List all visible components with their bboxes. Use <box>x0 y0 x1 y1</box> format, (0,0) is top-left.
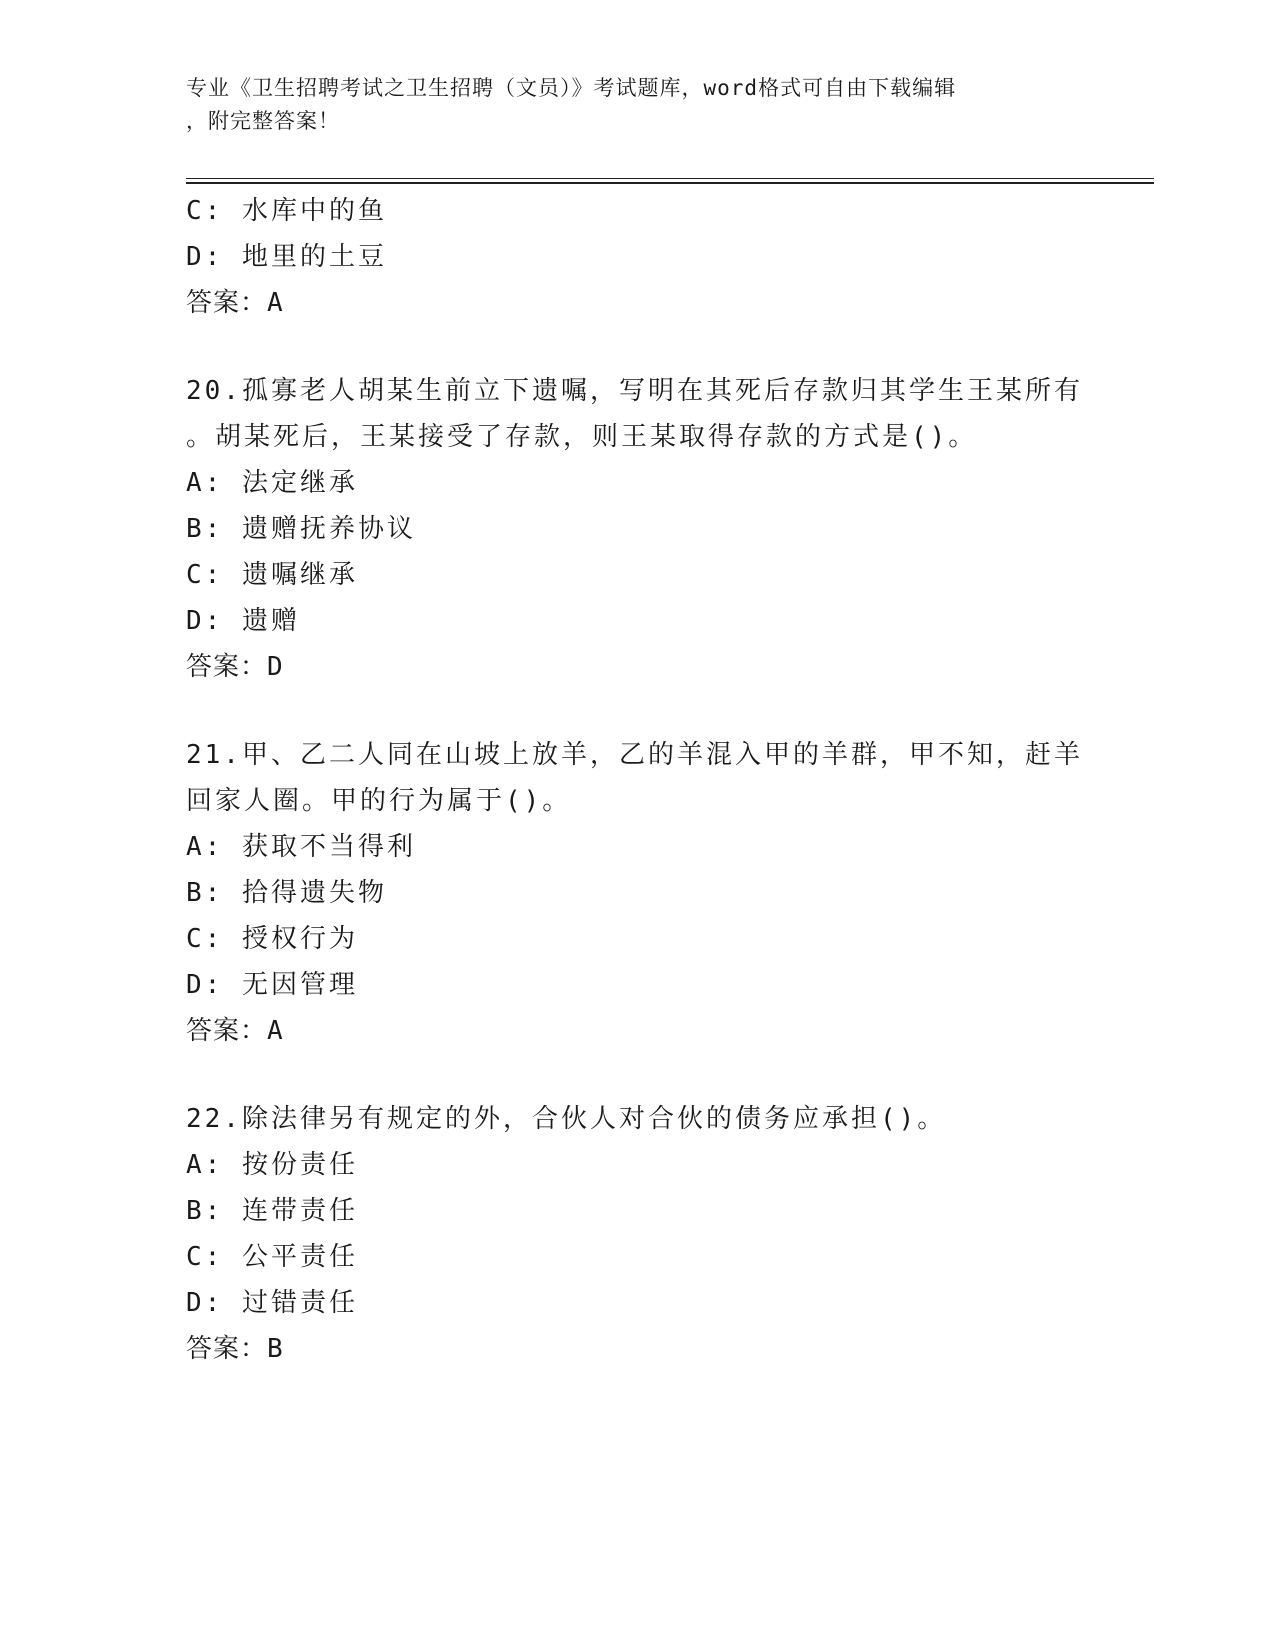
option-text: 过错责任 <box>241 1288 358 1318</box>
option-text: 遗赠 <box>241 606 300 636</box>
option-label: C: <box>186 196 224 226</box>
option-text: 按份责任 <box>241 1150 358 1180</box>
option-label: B: <box>186 1196 224 1226</box>
option-text: 遗嘱继承 <box>241 560 358 590</box>
option-label: B: <box>186 878 224 908</box>
answer-line <box>186 644 1086 690</box>
option-c <box>186 188 1086 234</box>
header-rule-thin <box>186 178 1154 179</box>
answer-label: 答案： <box>186 288 268 318</box>
header-line-2: ，附完整答案！ <box>186 109 340 133</box>
question-stem-line: 回家人圈。甲的行为属于()。 <box>186 786 572 816</box>
option-label: D: <box>186 606 224 636</box>
question-20 <box>186 368 1086 690</box>
option-b <box>186 870 1086 916</box>
option-label: D: <box>186 970 224 1000</box>
option-label: A: <box>186 468 224 498</box>
option-text: 无因管理 <box>241 970 358 1000</box>
option-label: C: <box>186 560 224 590</box>
option-label: A: <box>186 1150 224 1180</box>
answer-line <box>186 280 1086 326</box>
question-stem-line: 21.甲、乙二人同在山坡上放羊，乙的羊混入甲的羊群，甲不知，赶羊 <box>186 740 1083 770</box>
option-text: 法定继承 <box>241 468 358 498</box>
answer-label: 答案： <box>186 1334 268 1364</box>
option-label: A: <box>186 832 224 862</box>
question-fragment <box>186 188 1086 326</box>
question-22 <box>186 1096 1086 1372</box>
option-label: D: <box>186 242 224 272</box>
option-text: 拾得遗失物 <box>241 878 387 908</box>
header-line-1: 专业《卫生招聘考试之卫生招聘（文员）》考试题库，word格式可自由下载编辑 <box>186 76 957 100</box>
option-a <box>186 824 1086 870</box>
option-text: 公平责任 <box>241 1242 358 1272</box>
question-21 <box>186 732 1086 1054</box>
header-rule-thick <box>186 182 1154 184</box>
option-label: D: <box>186 1288 224 1318</box>
option-d <box>186 234 1086 280</box>
option-text: 地里的土豆 <box>241 242 387 272</box>
option-text: 遗赠抚养协议 <box>241 514 416 544</box>
option-text: 授权行为 <box>241 924 358 954</box>
option-c <box>186 1234 1086 1280</box>
option-b <box>186 1188 1086 1234</box>
answer-value: A <box>267 288 284 318</box>
answer-line <box>186 1326 1086 1372</box>
option-d <box>186 598 1086 644</box>
question-stem-line: 。胡某死后，王某接受了存款，则王某取得存款的方式是()。 <box>186 422 978 452</box>
answer-value: B <box>267 1334 284 1364</box>
option-label: C: <box>186 1242 224 1272</box>
document-header <box>186 72 1066 138</box>
option-a <box>186 460 1086 506</box>
answer-label: 答案： <box>186 652 268 682</box>
answer-value: D <box>267 652 284 682</box>
option-d <box>186 1280 1086 1326</box>
option-a <box>186 1142 1086 1188</box>
answer-value: A <box>267 1016 284 1046</box>
option-b <box>186 506 1086 552</box>
option-text: 获取不当得利 <box>241 832 416 862</box>
question-list <box>186 188 1086 1372</box>
option-c <box>186 916 1086 962</box>
option-text: 连带责任 <box>241 1196 358 1226</box>
option-c <box>186 552 1086 598</box>
option-label: C: <box>186 924 224 954</box>
option-text: 水库中的鱼 <box>241 196 387 226</box>
question-stem-line: 22.除法律另有规定的外，合伙人对合伙的债务应承担()。 <box>186 1104 947 1134</box>
option-d <box>186 962 1086 1008</box>
answer-line <box>186 1008 1086 1054</box>
answer-label: 答案： <box>186 1016 268 1046</box>
option-label: B: <box>186 514 224 544</box>
question-stem-line: 20.孤寡老人胡某生前立下遗嘱，写明在其死后存款归其学生王某所有 <box>186 376 1083 406</box>
